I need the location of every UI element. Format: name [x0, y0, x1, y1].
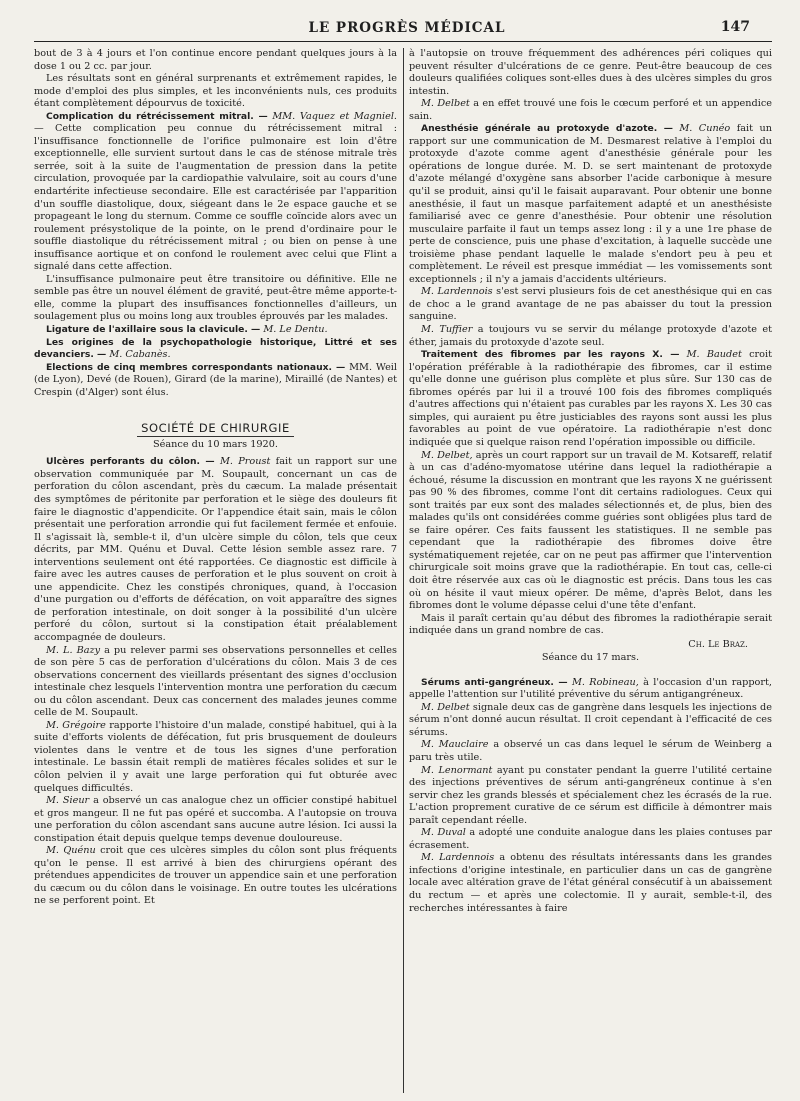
author-names: M. Proust [219, 456, 271, 468]
author-names: M. Mauclaire [420, 739, 489, 751]
author-names: M. Duval [420, 827, 466, 839]
paragraph [34, 337, 397, 362]
left-column [34, 48, 397, 1093]
paragraph: Ulcères perforants du côlon. — M. Proust fait un rapport sur une observation communiquée par M. Soupault, concernant un cas de perforation du côlon ascendant, près du cæcum. La malade présentait des symptômes de péritonite par perforation et le siège des douleurs fit faire le diagnostic d'appendicite. Or l'appendice était sain, mais le côlon présentait une perforation arrondie qui fut facilement fermée et enfouie. Il s'agissait là, semble-t il, d'un ulcère simple du côlon, tels que ceux décrits, par MM. Quénu et Duval. Cette lésion semble assez rare. 7 interventions seulement ont été rapportées. Ce diagnostic est difficile à faire avec les autres causes de perforation et le plus souvent on croit à une appendicite. Chez les constipés chroniques, quand, à l'occasion d'une purgation ou d'efforts de défécation, on voit apparaître des signes de perforation intestinale, on doit songer à la possibilité d'un ulcère perforé du côlon, surtout si la constipation était préalablement accompagnée de douleurs. [34, 456, 397, 643]
paragraph [34, 324, 397, 337]
paragraph: M. Lardennois s'est servi plusieurs fois de cet anesthésique qui en cas de choc a le grand avantage de ne pas abaisser du tout la pression sanguine. [408, 286, 772, 323]
author-names: MM. Vaquez et Magniel. [272, 110, 397, 122]
paragraph: bout de 3 à 4 jours et l'on continue encore pendant quelques jours à la dose 1 ou 2 cc. par jour. [34, 48, 397, 72]
paragraph: Les résultats sont en général surprenants et extrêmement rapides, le mode d'emploi des plus simples, et les inconvénients nuls, ces produits étant complètement dépourvus de toxicité. [34, 73, 397, 110]
author-names: M. Cabanès. [109, 349, 171, 361]
paragraph: Anesthésie générale au protoxyde d'azote. — M. Cunéo fait un rapport sur une communication de M. Desmarest relative à l'emploi du protoxyde d'azote comme agent d'anesthésie générale pour les opérations de longue durée. M. D. se sert maintenant de protoxyde d'azote mélangé d'oxygène sans absorber l'acide carbonique à mesure qu'il se produit, ainsi qu'il le faisait auparavant. Pour obtenir une bonne anesthésie, il faut un masque parfaitement adapté et un anesthésiste familiarisé avec ce genre d'anesthésie. Pour obtenir une résolution musculaire parfaite il faut un temps assez long : il y a une 1re phase de perte de conscience, puis une phase d'excitation, à laquelle succède une troisième phase pendant laquelle le malade s'endort peu à peu et complètement. Le réveil est presque immédiat — les vomissements sont exceptionnels ; il n'y a jamais d'accidents ultérieurs. [408, 123, 772, 285]
section-heading: Elections de cinq membres correspondants nationaux. — [46, 361, 346, 373]
paragraph: Elections de cinq membres correspondants nationaux. — MM. Weil (de Lyon), Devé (de Rouen), Girard (de la marine), Miraillé (de Nantes) et Crespin (d'Alger) sont élus. [34, 361, 397, 398]
author-names: M. Quénu [46, 845, 96, 857]
paragraph: Sérums anti-gangréneux. — M. Robineau, à l'occasion d'un rapport, appelle l'attention sur l'utilité préventive du sérum antigangréneux. [408, 676, 772, 701]
society-title: SOCIÉTÉ DE CHIRURGIE [137, 421, 294, 437]
author-names: M. L. Bazy [46, 644, 101, 656]
paragraph: M. Lardennois a obtenu des résultats intéressants dans les grandes infections d'origine intestinale, en particulier dans un cas de gangrène locale avec altération grave de l'état général consécutif à un abaissement du rectum — et après une colectomie. Il y aurait, semble-t-il, des recherches intéressantes à faire [408, 852, 772, 914]
paragraph: M. Quénu croit que ces ulcères simples du côlon sont plus fréquents qu'on le pense. Il est arrivé à bien des chirurgiens opérant des prétendues appendicites de trouver un appendice sain et une perforation du cæcum ou du côlon dans le voisinage. En outre toutes les ulcérations ne se perforent point. Et [34, 845, 397, 907]
section-heading: Traitement des fibromes par les rayons X. — [420, 349, 680, 361]
society-heading [34, 417, 397, 450]
section-heading: Ligature de l'axillaire sous la clavicule. — [46, 324, 261, 336]
author-names: M. Delbet [420, 98, 470, 110]
session-date: Séance du 10 mars 1920. [153, 439, 278, 451]
author-names: M. Cunéo [679, 123, 731, 135]
section-heading: Ulcères perforants du côlon. — [46, 456, 215, 468]
section-heading: Complication du rétrécissement mitral. — [46, 110, 268, 122]
column-divider [403, 48, 404, 1093]
paragraph: M. L. Bazy a pu relever parmi ses observations personnelles et celles de son père 5 cas de perforation d'ulcérations du côlon. Mais 3 de ces observations concernent des vieillards présentant des signes d'occlusion intestinale chez lesquels l'intervention montra une perforation du cæcum ou du côlon ascendant. Deux cas concernent des malades jeunes comme celle de M. Soupault. [34, 644, 397, 719]
paragraph: M. Lenormant ayant pu constater pendant la guerre l'utilité certaine des injections préventives de sérum anti-gangréneux continue à s'en servir chez les grands blessés et spécialement chez les écrasés de la rue. L'action proprement curative de ce sérum est difficile à démontrer mais paraît cependant réelle. [408, 764, 772, 826]
author-names: M. Delbet, [420, 449, 473, 461]
section-heading: Sérums anti-gangréneux. — [420, 676, 568, 688]
paragraph: M. Delbet signale deux cas de gangrène dans lesquels les injections de sérum n'ont donné aucun résultat. Il croit cependant à l'efficacité de ces sérums. [408, 701, 772, 738]
journal-title: LE PROGRÈS MÉDICAL [308, 20, 506, 36]
author-names: M. Le Dentu. [263, 324, 328, 336]
section-heading: Anesthésie générale au protoxyde d'azote. — [420, 123, 673, 135]
header-rule [34, 41, 772, 42]
paragraph: M. Grégoire rapporte l'histoire d'un malade, constipé habituel, qui à la suite d'efforts violents de défécation, fut pris brusquement de douleurs violentes dans le ventre et de tous les signes d'une perforation intestinale. Le bassin était rempli de matières fécales solides et sur le côlon pelvien il y avait une large perforation qui fut obturée avec quelques difficultés. [34, 719, 397, 794]
paragraph: Traitement des fibromes par les rayons X. — M. Baudet croit l'opération préférable à la radiothérapie des fibromes, car il estime qu'elle donne une guérison plus complète et plus sûre. Sur 130 cas de fibromes opérés par lui il a trouvé 100 fois des fibromes compliqués d'autres affections qui n'étaient pas curables par les rayons X. Les 30 cas simples, qui auraient pu être justiciables des rayons sont aussi les plus favorables au point de vue opératoire. La radiothérapie n'est donc indiquée que si quelque raison rend l'opération impossible ou difficile. [408, 349, 772, 448]
paragraph: M. Mauclaire a observé un cas dans lequel le sérum de Weinberg a paru très utile. [408, 739, 772, 763]
article-columns [34, 48, 772, 1093]
author-names: M. Delbet [420, 701, 470, 713]
right-column [409, 48, 772, 1093]
section-heading: Les origines de la psychopathologie historique, Littré et ses devanciers. — [34, 336, 397, 361]
author-names: M. Lardennois [420, 286, 493, 298]
page-number: 147 [720, 19, 750, 35]
author-names: M. Lardennois [420, 852, 495, 864]
author-names: M. Robineau, [571, 676, 639, 688]
paragraph: M. Tuffier a toujours vu se servir du mélange protoxyde d'azote et éther, jamais du protoxyde d'azote seul. [408, 324, 772, 348]
paragraph: à l'autopsie on trouve fréquemment des adhérences péri coliques qui peuvent résulter d'ulcérations de ce genre. Peut-être beaucoup de ces douleurs qualifiées coliques sont-elles dues à des ulcères simples du gros intestin. [408, 48, 772, 97]
paragraph: Complication du rétrécissement mitral. — MM. Vaquez et Magniel. — Cette complication peu connue du rétrécissement mitral : l'insuffisance fonctionnelle de l'orifice pulmonaire est loin d'être exceptionnelle, elle survient surtout dans le cas de sténose mitrale très serrée, soit à la suite de l'augmentation de pression dans la petite circulation, provoquée par la cardiopathie valvulaire, soit au cours d'une endartérite infectieuse secondaire. Elle est caractérisée par l'apparition d'un souffle diastolique, doux, siégeant dans le 2e espace gauche et se propageant le long du sternum. Comme ce souffle coïncide alors avec un roulement présystolique de la pointe, on le prend d'ordinaire pour le souffle diastolique du rétrécissement mitral ; ou bien on pense à une insuffisance aortique et on confond le roulement avec celui que Flint a signalé dans cette affection. [34, 110, 397, 273]
author-names: M. Sieur [46, 795, 90, 807]
author-names: M. Lenormant [420, 764, 493, 776]
author-names: M. Baudet [686, 349, 742, 361]
paragraph: Mais il paraît certain qu'au début des fibromes la radiothérapie serait indiquée dans un grand nombre de cas. [408, 612, 772, 637]
author-names: M. Tuffier [420, 324, 473, 336]
report-signature: Ch. Le Braz. [688, 638, 748, 650]
paragraph: M. Duval a adopté une conduite analogue dans les plaies contuses par écrasement. [408, 827, 772, 851]
page-header [34, 0, 780, 38]
author-names: M. Grégoire [46, 719, 106, 731]
paragraph: M. Delbet, après un court rapport sur un travail de M. Kotsareff, relatif à un cas d'adéno-myomatose utérine dans lequel la radiothérapie a échoué, résume la discussion en montrant que les rayons X ne guérissent pas 90 % des fibromes, comme l'ont dit certains radiologues. Ceux qui sont traités par eux sont des malades sélectionnés et, de plus, bien des malades qu'ils ont considérées comme guéries sont obligées plus tard de se faire opérer. Ces faits faussent les statistiques. Il ne semble pas cependant que la radiothérapie des fibromes doive être systématiquement rejetée, car on ne peut pas affirmer que l'intervention chirurgicale soit moins grave que la radiothérapie. En tout cas, celle-ci doit être réservée aux cas où le diagnostic est précis. Dans tous les cas où on hésite il vaut mieux opérer. De même, d'après Belot, dans les fibromes dont le volume dépasse celui d'une tête d'enfant. [408, 449, 772, 612]
paragraph: M. Sieur a observé un cas analogue chez un officier constipé habituel et gros mangeur. Il ne fut pas opéré et succomba. A l'autopsie on trouva une perforation du côlon ascendant sans aucune autre lésion. Ici aussi la constipation était depuis quelque temps devenue douloureuse. [34, 795, 397, 844]
paragraph: M. Delbet a en effet trouvé une fois le cœcum perforé et un appendice sain. [408, 98, 772, 122]
session-date: Séance du 17 mars. [541, 651, 640, 663]
paragraph: L'insuffisance pulmonaire peut être transitoire ou définitive. Elle ne semble pas être un nouvel élément de gravité, peut-être même apporte-t-elle, comme la plupart des insuffisances fonctionnelles d'ailleurs, un soulagement plus ou moins long aux troubles éprouvés par les malades. [34, 273, 397, 323]
